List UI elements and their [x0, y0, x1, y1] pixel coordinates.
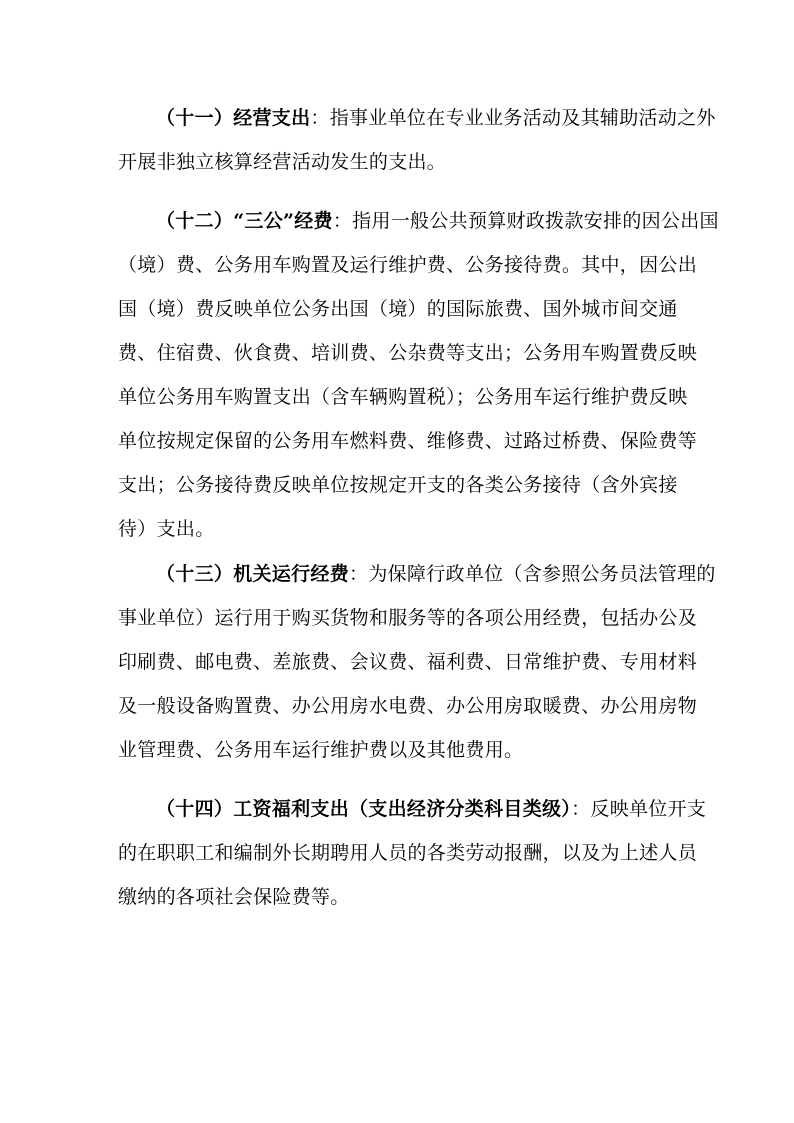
paragraph-line: 单位公务用车购置支出（含车辆购置税）；公务用车运行维护费反映: [118, 386, 688, 408]
definition-text: ：为保障行政单位（含参照公务员法管理的: [349, 563, 716, 585]
paragraph-line: 开展非独立核算经营活动发生的支出。: [118, 151, 447, 173]
paragraph-line: 业管理费、公务用车运行维护费以及其他费用。: [118, 739, 524, 761]
paragraph-line: 印刷费、邮电费、差旅费、会议费、福利费、日常维护费、专用材料: [118, 651, 698, 673]
paragraph-line: 事业单位）运行用于购买货物和服务等的各项公用经费，包括办公及: [118, 607, 698, 629]
paragraph-line: 支出；公务接待费反映单位按规定开支的各类公务接待（含外宾接: [118, 474, 678, 496]
paragraph-line: [156, 562, 716, 586]
paragraph-line: 待）支出。: [118, 518, 215, 540]
term-heading: （十四）工资福利支出（支出经济分类科目类级）: [156, 798, 572, 820]
paragraph-line: （境）费、公务用车购置及运行维护费、公务接待费。其中，因公出: [118, 254, 698, 276]
paragraph-line: 及一般设备购置费、办公用房水电费、办公用房取暖费、办公用房物: [118, 695, 698, 717]
definition-text: ：反映单位开支: [571, 798, 707, 820]
paragraph-line: [156, 797, 706, 821]
paragraph-line: 的在职职工和编制外长期聘用人员的各类劳动报酬，以及为上述人员: [118, 842, 698, 864]
term-heading: （十二）“三公”经费: [156, 210, 333, 232]
definition-text: ：指事业单位在专业业务活动及其辅助活动之外: [310, 107, 716, 129]
paragraph-line: 单位按规定保留的公务用车燃料费、维修费、过路过桥费、保险费等: [118, 430, 698, 452]
term-heading: （十一）经营支出: [156, 107, 311, 129]
definition-text: ：指用一般公共预算财政拨款安排的因公出国: [332, 210, 719, 232]
paragraph-line: 缴纳的各项社会保险费等。: [118, 886, 350, 908]
paragraph-line: [156, 106, 716, 130]
paragraph-line: [156, 209, 719, 233]
term-heading: （十三）机关运行经费: [156, 563, 350, 585]
paragraph-line: 费、住宿费、伙食费、培训费、公杂费等支出；公务用车购置费反映: [118, 342, 698, 364]
paragraph-line: 国（境）费反映单位公务出国（境）的国际旅费、国外城市间交通: [118, 298, 678, 320]
